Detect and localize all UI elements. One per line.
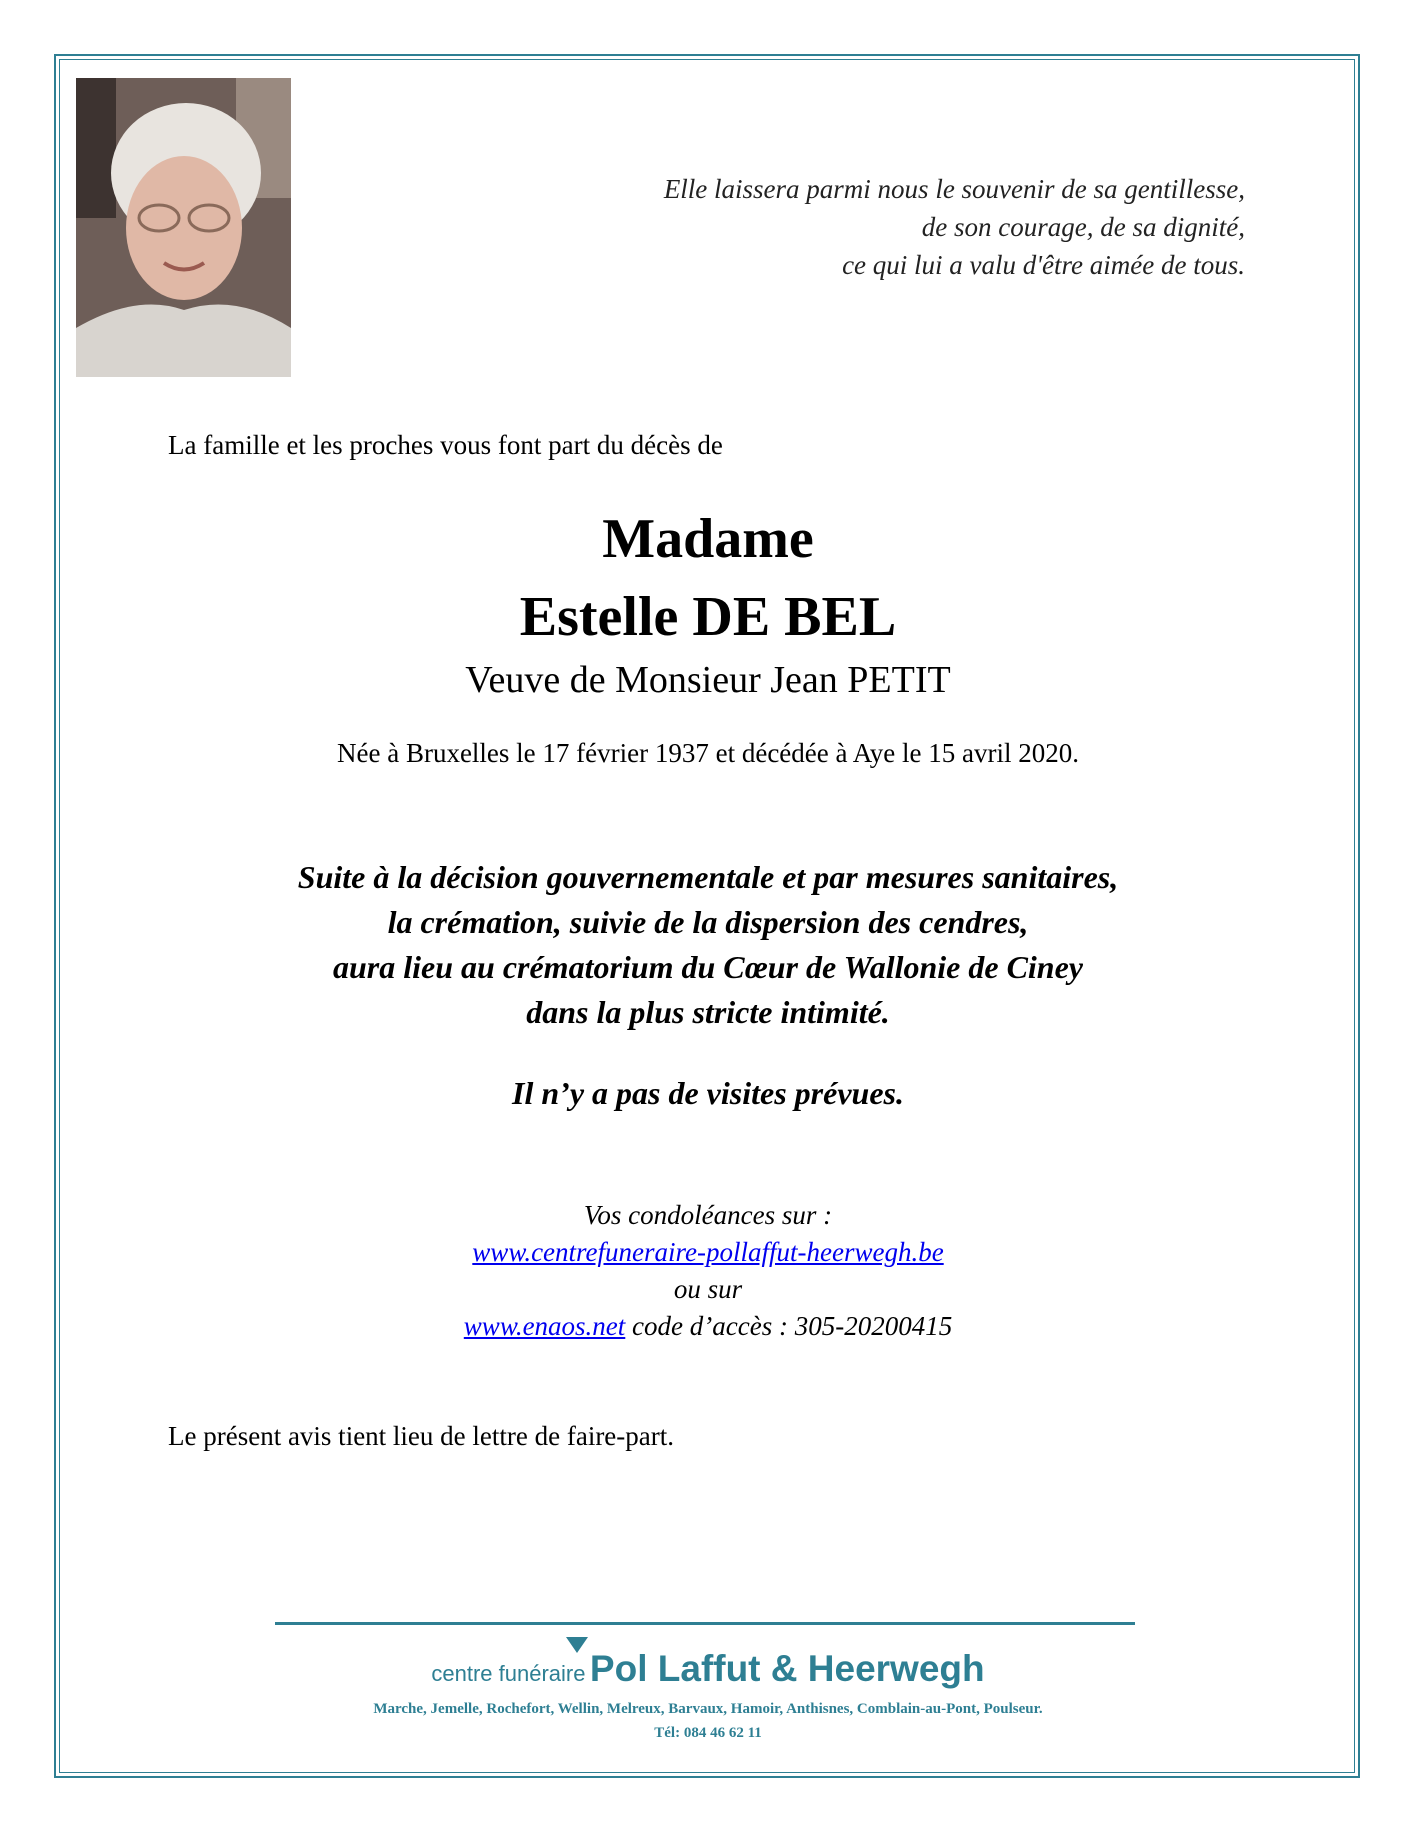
- deceased-name: Estelle DE BEL: [519, 586, 897, 648]
- footer-phone: Tél: 084 46 62 11: [654, 1725, 762, 1741]
- enaos-link[interactable]: www.enaos.net: [463, 1311, 626, 1341]
- birth-death-dates: Née à Bruxelles le 17 février 1937 et décédée à Aye le 15 avril 2020.: [337, 738, 1079, 768]
- portrait-photo: [76, 78, 291, 377]
- footer-locations: Marche, Jemelle, Rochefort, Wellin, Melreux, Barvaux, Hamoir, Anthisnes, Comblain-au-Pont, Poulseur.: [373, 1701, 1043, 1717]
- notice-line: dans la plus stricte intimité.: [526, 994, 890, 1030]
- brand-name: Pol Laffut & Heerwegh: [589, 1648, 985, 1689]
- notice-line: la crémation, suivie de la dispersion des cendres,: [387, 904, 1029, 940]
- condolences-heading: Vos condoléances sur :: [583, 1200, 833, 1230]
- memorial-quote: [664, 170, 1245, 284]
- funeral-home-logo: [0, 1648, 1416, 1690]
- quote-line: de son courage, de sa dignité,: [921, 212, 1245, 242]
- brand-small-text: centre funéraire: [431, 1661, 586, 1686]
- quote-line: ce qui lui a valu d'être aimée de tous.: [842, 250, 1245, 280]
- access-code: code d’accès : 305-20200415: [625, 1311, 953, 1341]
- closing-statement: Le présent avis tient lieu de lettre de faire-part.: [168, 1421, 675, 1451]
- cremation-notice: [0, 855, 1416, 1035]
- notice-line: Suite à la décision gouvernementale et par mesures sanitaires,: [297, 859, 1119, 895]
- widow-of: Veuve de Monsieur Jean PETIT: [465, 659, 951, 701]
- deceased-title: Madame: [602, 508, 814, 570]
- notice-line: aura lieu au crématorium du Cœur de Wallonie de Ciney: [332, 949, 1083, 985]
- quote-line: Elle laissera parmi nous le souvenir de sa gentillesse,: [663, 174, 1245, 204]
- footer-divider: [275, 1622, 1135, 1625]
- funeral-center-link[interactable]: www.centrefuneraire-pollaffut-heerwegh.be: [472, 1237, 944, 1267]
- no-visits-notice: Il n’y a pas de visites prévues.: [512, 1075, 904, 1111]
- condolences-or: ou sur: [673, 1274, 743, 1304]
- condolences-block: [0, 1197, 1416, 1345]
- announcement-intro: La famille et les proches vous font part du décès de: [168, 430, 723, 460]
